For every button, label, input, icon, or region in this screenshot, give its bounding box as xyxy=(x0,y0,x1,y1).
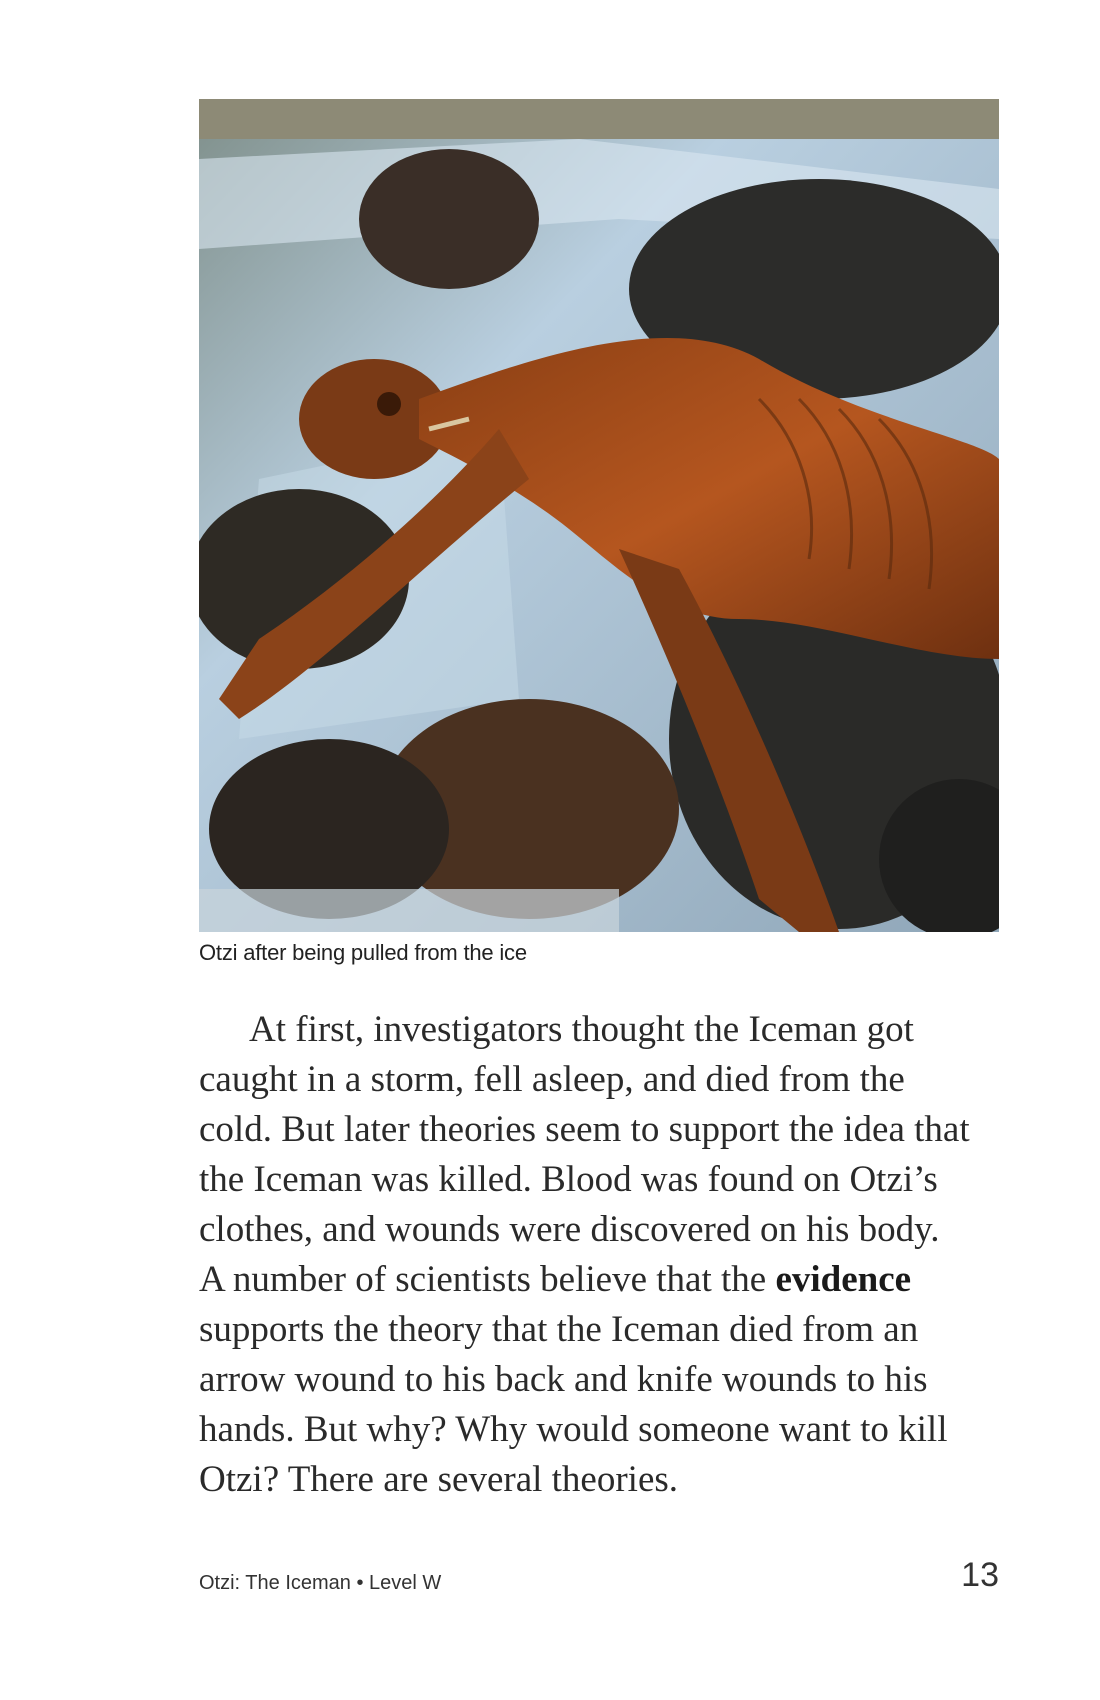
paragraph-line: hands. But why? Why would someone want to kill xyxy=(199,1409,948,1450)
paragraph-line-text: A number of scientists believe that the xyxy=(199,1259,776,1300)
paragraph-line: Otzi? There are several theories. xyxy=(199,1459,679,1500)
iceman-photo-illustration xyxy=(199,99,999,932)
paragraph-line: arrow wound to his back and knife wounds to his xyxy=(199,1359,928,1400)
footer-book-title: Otzi: The Iceman • Level W xyxy=(199,1572,442,1594)
main-paragraph xyxy=(199,1005,1039,1505)
paragraph-line-with-vocab xyxy=(199,1255,1039,1305)
paragraph-line: At first, investigators thought the Iceman got xyxy=(249,1009,914,1050)
paragraph-line: the Iceman was killed. Blood was found on Otzi’s xyxy=(199,1159,938,1200)
paragraph-line: clothes, and wounds were discovered on his body. xyxy=(199,1209,940,1250)
paragraph-line: cold. But later theories seem to support the idea that xyxy=(199,1109,970,1150)
paragraph-line: caught in a storm, fell asleep, and died from the xyxy=(199,1059,905,1100)
photo-caption: Otzi after being pulled from the ice xyxy=(199,940,527,965)
vocab-word: evidence xyxy=(775,1259,912,1300)
paragraph-line: supports the theory that the Iceman died from an xyxy=(199,1309,919,1350)
page-number: 13 xyxy=(961,1556,999,1594)
iceman-photo xyxy=(199,99,999,932)
